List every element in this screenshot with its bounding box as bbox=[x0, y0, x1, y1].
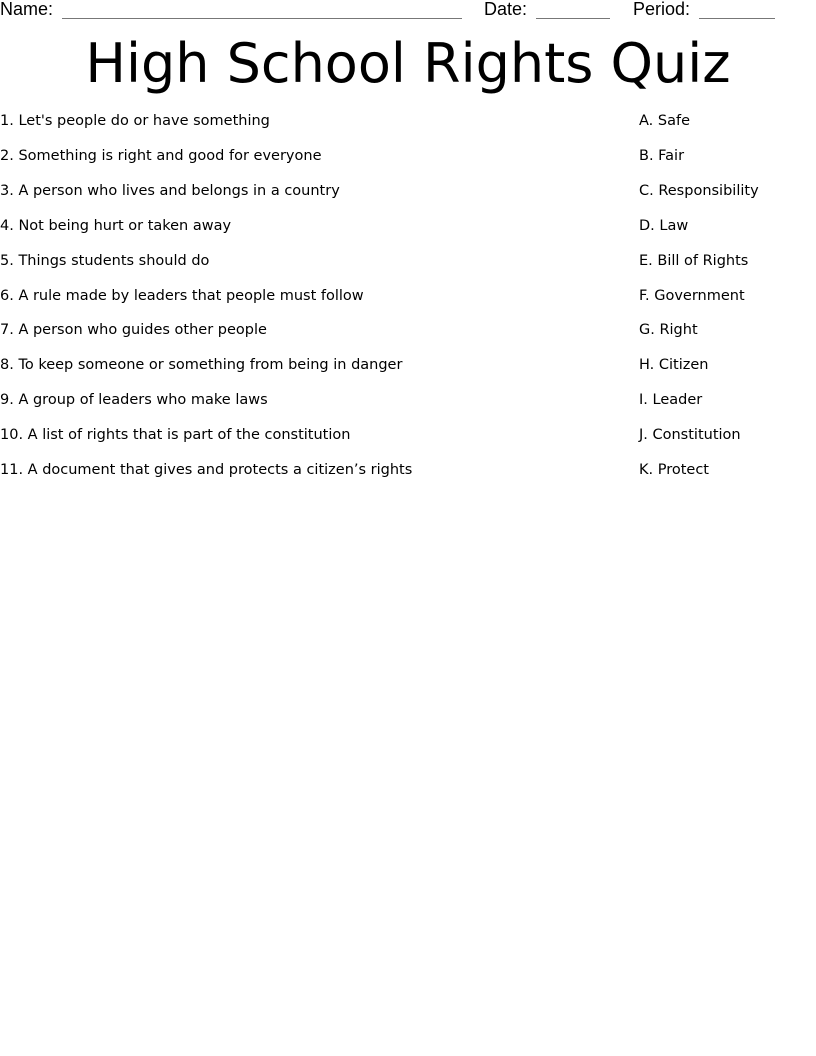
answer-item: K. Protect bbox=[639, 462, 709, 478]
page-title: High School Rights Quiz bbox=[85, 32, 731, 95]
answer-item: F. Government bbox=[639, 287, 745, 304]
answer-item: G. Right bbox=[639, 322, 698, 339]
question-item: 3. A person who lives and belongs in a country bbox=[0, 182, 340, 199]
question-item: 4. Not being hurt or taken away bbox=[0, 217, 232, 234]
question-item: 7. A person who guides other people bbox=[0, 322, 267, 339]
question-item: 2. Something is right and good for everyone bbox=[0, 147, 322, 164]
question-item: 8. To keep someone or something from being in danger bbox=[0, 357, 403, 374]
question-item: 6. A rule made by leaders that people must follow bbox=[0, 287, 364, 304]
question-item: 1. Let's people do or have something bbox=[0, 113, 270, 129]
name-blank[interactable] bbox=[62, 18, 462, 19]
answer-item: E. Bill of Rights bbox=[639, 252, 749, 269]
period-blank[interactable] bbox=[699, 18, 775, 19]
answer-item: D. Law bbox=[639, 217, 689, 234]
date-label: Date: bbox=[484, 0, 528, 19]
answer-item: H. Citizen bbox=[639, 357, 709, 374]
name-label: Name: bbox=[0, 0, 54, 19]
question-item: 5. Things students should do bbox=[0, 252, 210, 269]
question-item: 11. A document that gives and protects a citizen’s rights bbox=[0, 462, 413, 478]
answer-item: I. Leader bbox=[639, 392, 703, 409]
date-blank[interactable] bbox=[536, 18, 610, 19]
answer-item: J. Constitution bbox=[639, 427, 741, 444]
question-item: 10. A list of rights that is part of the constitution bbox=[0, 427, 351, 444]
answer-item: C. Responsibility bbox=[639, 182, 759, 199]
answer-item: A. Safe bbox=[639, 113, 690, 129]
answer-item: B. Fair bbox=[639, 147, 685, 164]
period-label: Period: bbox=[633, 0, 691, 19]
question-item: 9. A group of leaders who make laws bbox=[0, 392, 268, 409]
